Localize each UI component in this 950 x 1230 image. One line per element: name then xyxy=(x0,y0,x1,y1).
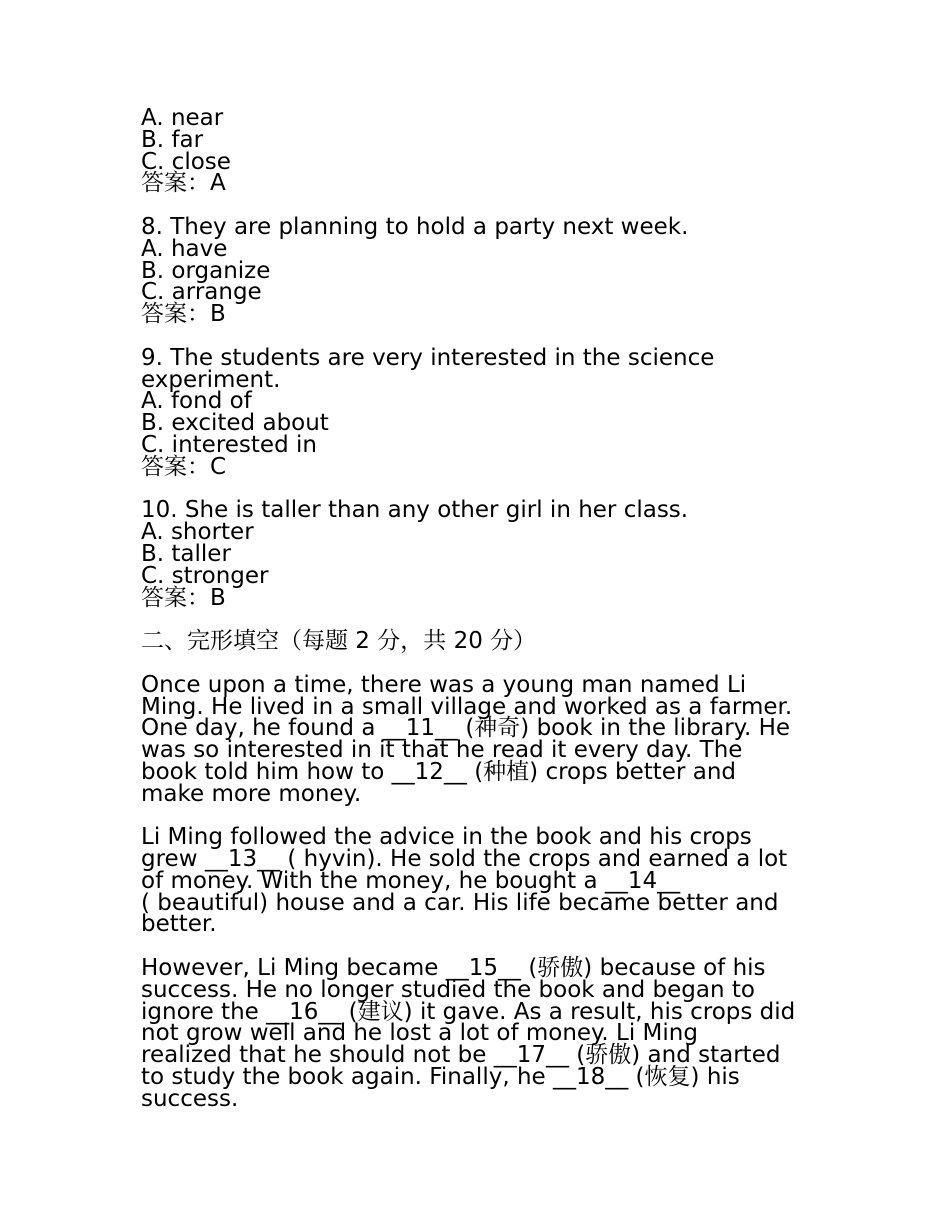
passage-line: better. xyxy=(141,911,217,938)
passage-line: to study the book again. Finally, he __18__ (恢复) his xyxy=(141,1064,740,1091)
passage-line: book told him how to __12__ (种植) crops better and xyxy=(141,758,736,785)
passage-line: of money. With the money, he bought a __14__ xyxy=(141,867,681,894)
question-9 xyxy=(141,344,821,480)
answer: 答案：C xyxy=(141,453,227,480)
section-2-heading: 二、完形填空（每题 2 分，共 20 分） xyxy=(141,628,537,655)
passage-paragraph-1 xyxy=(141,671,821,807)
question-text-line-2: experiment. xyxy=(141,366,281,393)
option-b: B. far xyxy=(141,126,204,153)
question-10 xyxy=(141,497,821,611)
question-8 xyxy=(141,213,821,328)
option-c: C. stronger xyxy=(141,562,269,589)
passage-line: Ming. He lived in a small village and worked as a farmer. xyxy=(141,693,793,720)
passage-line: Li Ming followed the advice in the book and his crops xyxy=(141,824,752,851)
option-a: A. have xyxy=(141,235,228,262)
passage-paragraph-2 xyxy=(141,824,821,938)
passage-line: was so interested in it that he read it every day. The xyxy=(141,737,743,764)
option-a: A. fond of xyxy=(141,388,252,415)
passage-line: However, Li Ming became __15__ (骄傲) because of his xyxy=(141,955,766,982)
passage-line: success. xyxy=(141,1085,239,1112)
option-b: B. organize xyxy=(141,257,271,284)
passage-line: Once upon a time, there was a young man named Li xyxy=(141,671,747,698)
option-a: A. shorter xyxy=(141,519,254,546)
option-a: A. near xyxy=(141,105,224,131)
passage-line: One day, he found a __11__ (神奇) book in the library. He xyxy=(141,715,791,742)
passage-line: success. He no longer studied the book and began to xyxy=(141,976,755,1003)
option-c: C. interested in xyxy=(141,431,317,458)
option-b: B. taller xyxy=(141,540,231,567)
document-page xyxy=(141,105,821,1132)
question-7-options xyxy=(141,105,821,197)
passage-line: not grow well and he lost a lot of money. Li Ming xyxy=(141,1020,698,1047)
passage-line: realized that he should not be __17__ (骄傲) and started xyxy=(141,1042,781,1069)
passage-line: grew __13__ ( hyvin). He sold the crops and earned a lot xyxy=(141,846,788,873)
passage-line: ( beautiful) house and a car. His life became better and xyxy=(141,889,779,916)
answer: 答案：B xyxy=(141,301,226,328)
question-text: 8. They are planning to hold a party next week. xyxy=(141,213,689,240)
passage-line: make more money. xyxy=(141,780,362,807)
question-text-line-1: 9. The students are very interested in the science xyxy=(141,344,715,371)
option-c: C. close xyxy=(141,148,231,175)
option-b: B. excited about xyxy=(141,410,329,437)
answer: 答案：A xyxy=(141,170,226,197)
question-text: 10. She is taller than any other girl in her class. xyxy=(141,497,689,524)
option-c: C. arrange xyxy=(141,279,262,306)
passage-paragraph-3 xyxy=(141,955,821,1112)
passage-line: ignore the __16__ (建议) it gave. As a result, his crops did xyxy=(141,998,796,1025)
answer: 答案：B xyxy=(141,584,226,611)
